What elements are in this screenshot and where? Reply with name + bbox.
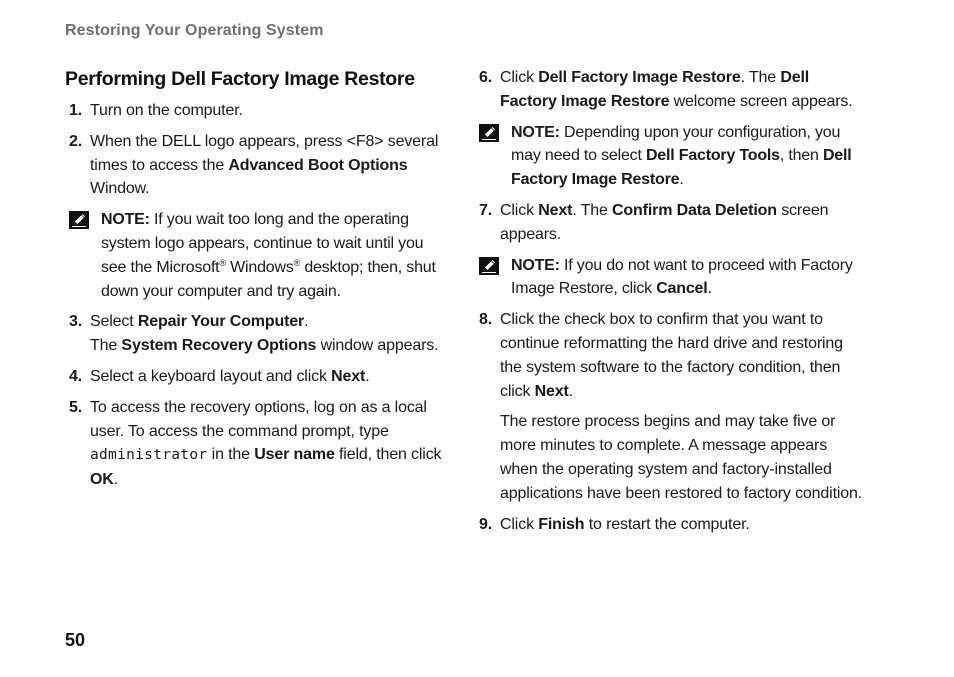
note-icon-wrap xyxy=(65,208,101,303)
ui-term: User name xyxy=(254,446,335,464)
step-number: 8. xyxy=(479,311,493,329)
step-4 xyxy=(65,365,447,389)
step-number: 2. xyxy=(69,132,83,150)
text-run: Click xyxy=(500,201,539,219)
step-8-paragraph: The restore process begins and may take five or more minutes to complete. A message appears when the operating system and factory-installed applications have been restored to factory condition. xyxy=(500,413,863,502)
step-text: Turn on the computer. xyxy=(90,102,243,119)
pencil-note-icon xyxy=(479,257,499,275)
ui-term: Next xyxy=(331,367,366,385)
running-header: Restoring Your Operating System xyxy=(65,22,324,39)
note-text xyxy=(511,121,863,192)
note-text xyxy=(511,254,863,302)
text-run: desktop; then, shut down your computer and try again. xyxy=(101,258,436,300)
text-run: . xyxy=(365,367,370,385)
step-number: 6. xyxy=(479,69,493,86)
text-run: . xyxy=(679,171,684,189)
text-run: in the xyxy=(207,446,255,464)
text-run: to restart the computer. xyxy=(584,515,750,533)
text-run: welcome screen appears. xyxy=(669,92,853,110)
step-text xyxy=(500,308,863,403)
ui-term: Confirm Data Deletion xyxy=(612,201,777,219)
text-run: If you wait too long and the operating system logo appears, continue to wait until you see the Microsoft xyxy=(101,211,424,276)
ui-term: Dell Factory Image Restore xyxy=(500,69,810,110)
ui-term: System Recovery Options xyxy=(121,337,317,355)
ui-term: Next xyxy=(538,201,573,219)
step-5 xyxy=(65,396,447,492)
text-run: , then xyxy=(779,147,823,165)
ui-term: Cancel xyxy=(656,280,708,298)
text-run: Click xyxy=(500,515,539,533)
text-run: window appears. xyxy=(316,337,439,355)
ui-term: Finish xyxy=(538,515,585,533)
text-run: Depending upon your configuration, you may need to select xyxy=(511,123,841,165)
text-run: When the DELL logo appears, press <F8> several times to access the xyxy=(90,132,439,174)
note-icon-wrap xyxy=(477,254,511,302)
note-label: NOTE: xyxy=(101,211,150,229)
ui-term: Repair Your Computer xyxy=(137,313,305,331)
pencil-note-icon xyxy=(69,211,89,229)
step-1 xyxy=(65,99,447,123)
step-3 xyxy=(65,310,447,358)
ui-term: Advanced Boot Options xyxy=(228,156,408,174)
note-3 xyxy=(477,254,863,302)
step-7 xyxy=(477,199,863,247)
text-run: To access the recovery options, log on as a local user. To access the command prompt, type xyxy=(90,398,427,440)
ui-term: Next xyxy=(534,382,569,400)
step-number: 3. xyxy=(69,313,83,331)
section-title: Performing Dell Factory Image Restore xyxy=(65,68,415,90)
ui-term: OK xyxy=(90,471,114,489)
text-run: The xyxy=(90,337,122,355)
text-run: field, then click xyxy=(334,446,442,464)
step-number: 9. xyxy=(479,515,493,533)
text-run: Click xyxy=(500,69,539,86)
text-run: screen appears. xyxy=(500,201,829,243)
step-6 xyxy=(477,66,863,114)
note-label: NOTE: xyxy=(511,123,560,141)
step-number: 1. xyxy=(69,102,83,119)
step-text xyxy=(90,130,447,201)
text-run: Window. xyxy=(90,180,150,198)
registered-mark: ® xyxy=(219,257,226,268)
left-column xyxy=(65,66,447,499)
ui-term: Dell Factory Tools xyxy=(645,147,780,165)
step-text xyxy=(90,396,447,492)
step-2 xyxy=(65,130,447,201)
right-column xyxy=(477,66,863,543)
step-text xyxy=(90,310,447,358)
note-2 xyxy=(477,121,863,192)
step-number: 4. xyxy=(69,367,83,385)
text-run: Select a keyboard layout and click xyxy=(90,367,332,385)
text-run: . xyxy=(304,313,309,331)
ui-term: Dell Factory Image Restore xyxy=(511,147,852,189)
step-number: 7. xyxy=(479,201,493,219)
step-text xyxy=(500,199,863,247)
text-run: . xyxy=(707,280,712,298)
text-run: Select xyxy=(90,313,138,331)
note-label: NOTE: xyxy=(511,256,560,274)
text-run: If you do not want to proceed with Factory Image Restore, click xyxy=(511,256,853,298)
text-run: . The xyxy=(740,69,781,86)
text-run: Windows xyxy=(225,258,294,276)
text-run: . xyxy=(568,382,574,400)
note-text xyxy=(101,208,447,303)
text-run: . xyxy=(113,471,118,489)
pencil-note-icon xyxy=(479,124,499,142)
step-8 xyxy=(477,308,863,403)
text-run: . The xyxy=(572,201,613,219)
command-text: administrator xyxy=(90,447,208,464)
text-run: Click the check box to confirm that you want to continue reformatting the hard drive and restoring the system software to the factory condition, then click xyxy=(500,311,843,400)
page-number: 50 xyxy=(65,630,86,650)
note-1 xyxy=(65,208,447,303)
step-text xyxy=(500,66,863,114)
step-text xyxy=(500,513,863,537)
step-text xyxy=(90,365,447,389)
ui-term: Dell Factory Image Restore xyxy=(538,69,741,86)
note-icon-wrap xyxy=(477,121,511,192)
step-number: 5. xyxy=(69,398,83,416)
step-9 xyxy=(477,513,863,537)
registered-mark: ® xyxy=(293,257,301,268)
